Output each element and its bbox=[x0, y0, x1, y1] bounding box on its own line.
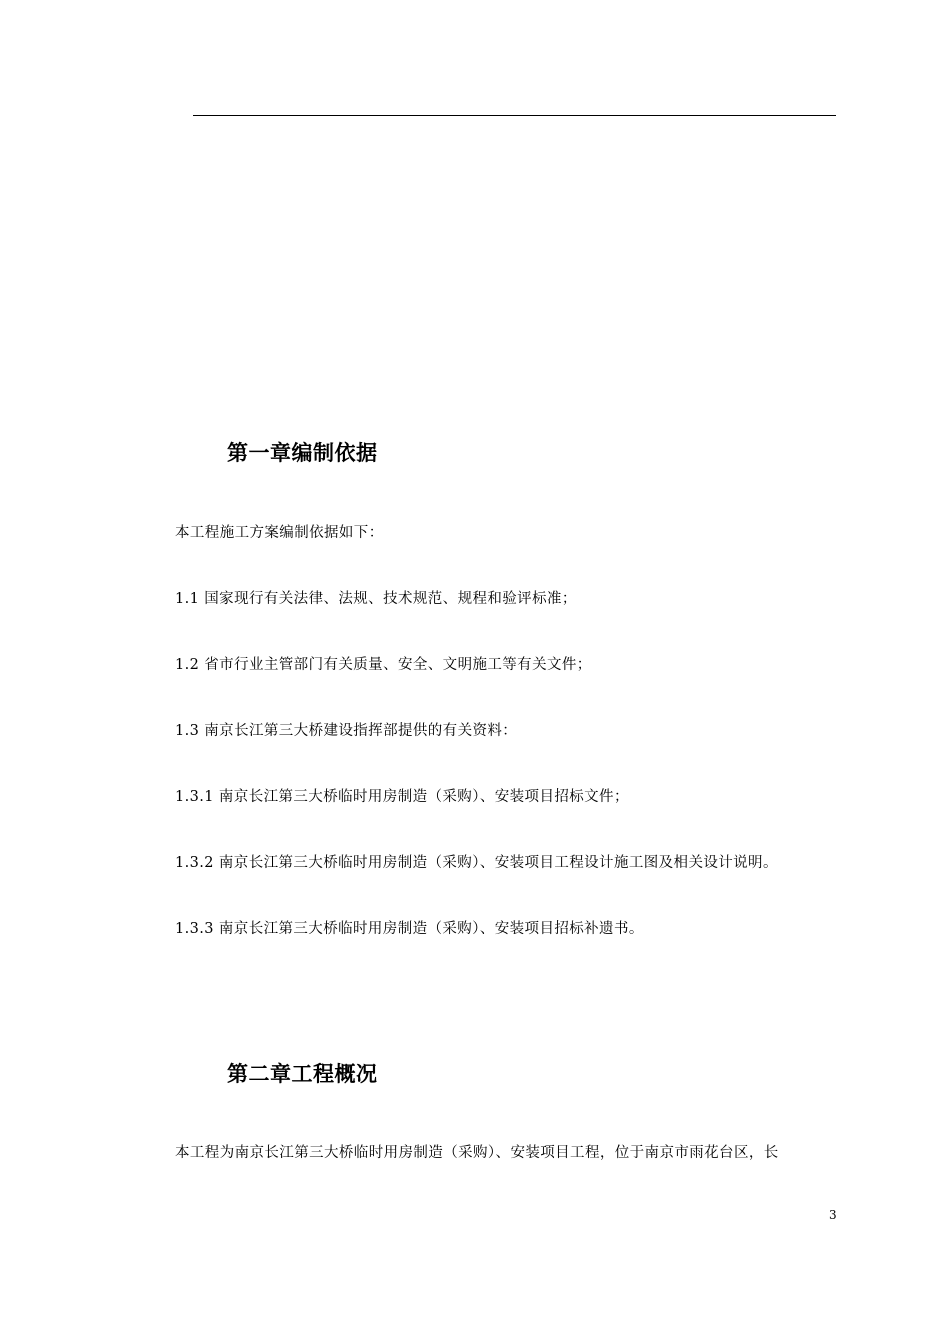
chapter-1-item-1-2: 1.2 省市行业主管部门有关质量、安全、文明施工等有关文件； bbox=[175, 657, 592, 673]
chapter-1-item-1-3-3: 1.3.3 南京长江第三大桥临时用房制造（采购）、安装项目招标补遗书。 bbox=[175, 921, 644, 937]
page-number: 3 bbox=[829, 1208, 837, 1222]
chapter-2-intro: 本工程为南京长江第三大桥临时用房制造（采购）、安装项目工程，位于南京市雨花台区，长 bbox=[175, 1145, 779, 1161]
chapter-1-item-1-3: 1.3 南京长江第三大桥建设指挥部提供的有关资料： bbox=[175, 723, 518, 739]
chapter-1-item-1-3-2: 1.3.2 南京长江第三大桥临时用房制造（采购）、安装项目工程设计施工图及相关设计说明。 bbox=[175, 855, 778, 871]
chapter-2-title: 第二章工程概况 bbox=[227, 1062, 378, 1086]
chapter-1-title: 第一章编制依据 bbox=[227, 441, 378, 465]
chapter-1-item-1-1: 1.1 国家现行有关法律、法规、技术规范、规程和验评标准； bbox=[175, 591, 577, 607]
chapter-1-intro: 本工程施工方案编制依据如下： bbox=[175, 525, 384, 541]
chapter-1-item-1-3-1: 1.3.1 南京长江第三大桥临时用房制造（采购）、安装项目招标文件； bbox=[175, 789, 629, 805]
header-rule bbox=[193, 115, 836, 116]
